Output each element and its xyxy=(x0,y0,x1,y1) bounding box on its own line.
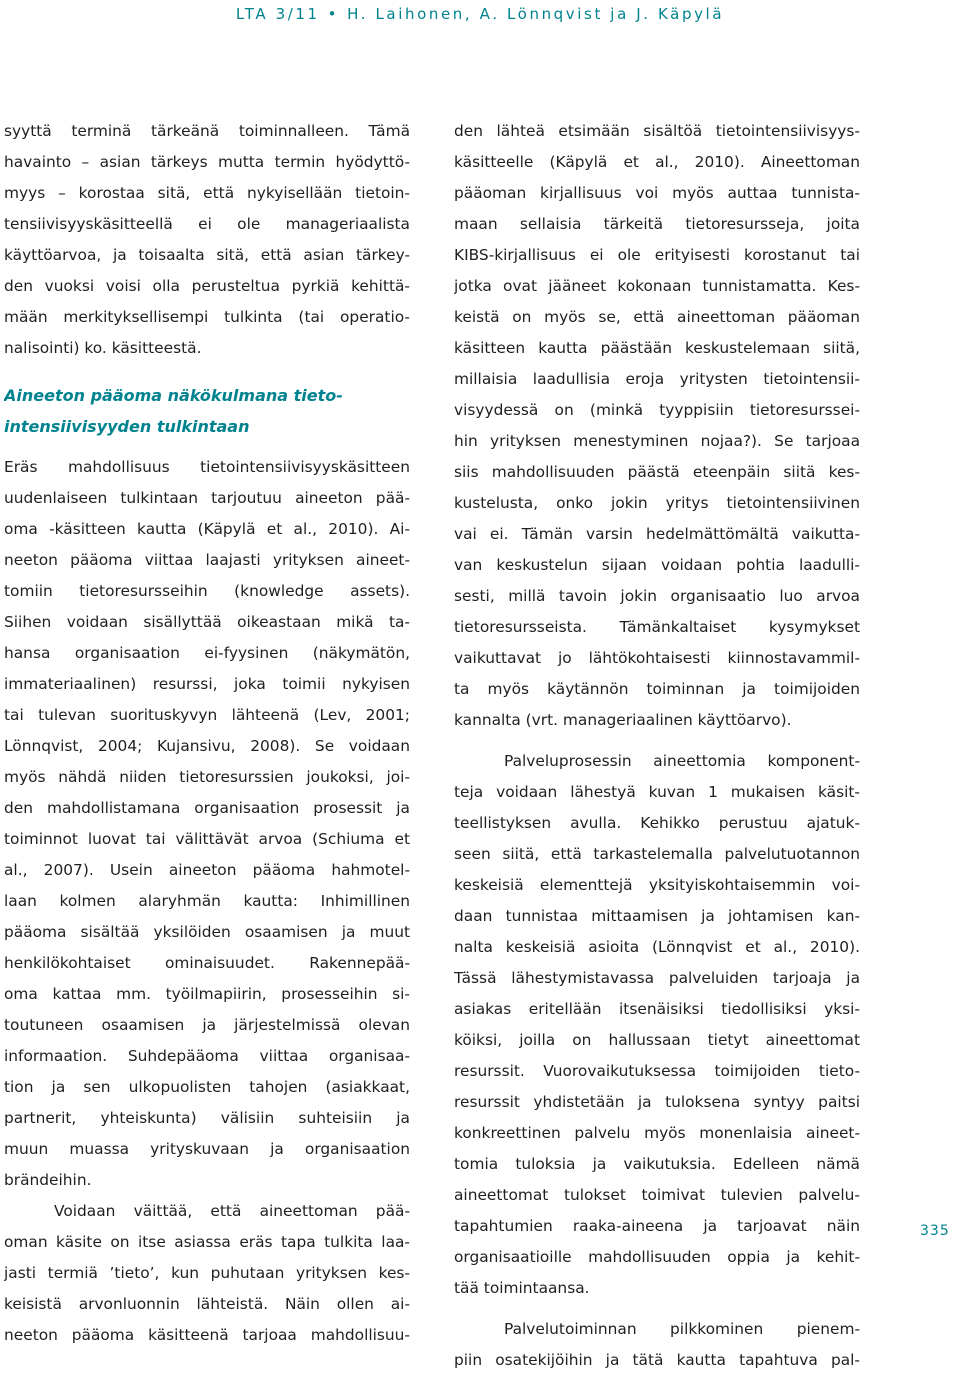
text-line: brändeihin. xyxy=(4,1171,92,1189)
text-line: vai ei. Tämän varsin hedelmättömältä vaikutta- xyxy=(454,525,860,543)
text-line: pääoma sisältää yksilöiden osaamisen ja muut xyxy=(4,923,410,941)
text-line: syyttä terminä tärkeänä toiminnalleen. Tämä xyxy=(4,122,410,140)
section-heading-line: intensiivisyyden tulkintaan xyxy=(4,417,250,436)
text-line: uudenlaiseen tulkintaan tarjoutuu aineeton pää- xyxy=(4,489,410,507)
text-line: neeton pääoma käsitteenä tarjoaa mahdollisuu- xyxy=(4,1326,410,1344)
text-line: muun muassa yrityskuvaan ja organisaation xyxy=(4,1140,410,1158)
text-line: asiakas eritellään itsenäisiksi tiedollisiksi yksi- xyxy=(454,1000,860,1018)
text-line: käsitteen kautta päästään keskustelemaan siitä, xyxy=(454,339,860,357)
paragraph-gap xyxy=(454,736,860,746)
text-line: siis mahdollisuuden päästä eteenpäin siitä kes- xyxy=(454,463,860,481)
text-line: tomiin tietoresursseihin (knowledge assets). xyxy=(4,582,410,600)
section-gap xyxy=(4,442,410,452)
text-line: daan tunnistaa mittaamisen ja johtamisen kan- xyxy=(454,907,860,925)
text-line: immateriaalinen) resurssi, joka toimii nykyisen xyxy=(4,675,410,693)
text-line: visyydessä on (minkä tyyppisiin tietoresurssei- xyxy=(454,401,860,419)
text-line: millaisia laadullisia eroja yritysten tietointensii- xyxy=(454,370,860,388)
text-line: neeton pääoma viittaa laajasti yrityksen aineet- xyxy=(4,551,410,569)
text-line: oma kattaa mm. työilmapiirin, prosesseihin si- xyxy=(4,985,410,1003)
section-heading-line: Aineeton pääoma näkökulmana tieto- xyxy=(4,386,343,405)
text-line: toutuneen osaamisen ja järjestelmissä olevan xyxy=(4,1016,410,1034)
text-line: toiminnot luovat tai välittävät arvoa (Schiuma et xyxy=(4,830,410,848)
right-column xyxy=(454,116,860,1376)
text-line: tapahtumien raaka-aineena ja tarjoavat näin xyxy=(454,1217,860,1235)
text-line: Voidaan väittää, että aineettoman pää- xyxy=(54,1202,410,1220)
text-line: Palveluprosessin aineettomia komponent- xyxy=(504,752,860,770)
text-line: käsitteelle (Käpylä et al., 2010). Aineettoman xyxy=(454,153,860,171)
text-line: hin yrityksen menestyminen nojaa?). Se tarjoaa xyxy=(454,432,860,450)
text-line: van keskustelun sijaan voidaan pohtia laadulli- xyxy=(454,556,860,574)
text-line: seen siitä, että tarkastelemalla palvelutuotannon xyxy=(454,845,860,863)
text-line: Palvelutoiminnan pilkkominen pienem- xyxy=(504,1320,860,1338)
text-line: kustelusta, onko jokin yritys tietointensiivinen xyxy=(454,494,860,512)
text-line: konkreettinen palvelu myös monenlaisia aineet- xyxy=(454,1124,860,1142)
text-line: Tässä lähestymistavassa palveluiden tarjoaja ja xyxy=(454,969,860,987)
text-line: myys – korostaa sitä, että nykyisellään tietoin- xyxy=(4,184,410,202)
text-line: havainto – asian tärkeys mutta termin hyödyttö- xyxy=(4,153,410,171)
text-line: teellistyksen avulla. Kehikko perustuu ajatuk- xyxy=(454,814,860,832)
text-line: henkilökohtaiset ominaisuudet. Rakennepää- xyxy=(4,954,410,972)
text-line: köiksi, joilla on hallussaan tietyt aineettomat xyxy=(454,1031,860,1049)
text-line: partnerit, yhteiskunta) välisiin suhteisiin ja xyxy=(4,1109,410,1127)
text-line: aineettomat tulokset toimivat tulevien palvelu- xyxy=(454,1186,860,1204)
text-line: jotka ovat jääneet kokonaan tunnistamatta. Kes- xyxy=(454,277,860,295)
text-line: den mahdollistamana organisaation prosessit ja xyxy=(4,799,410,817)
text-line: kannalta (vrt. manageriaalinen käyttöarvo). xyxy=(454,711,792,729)
section-gap xyxy=(4,364,410,380)
text-line: nalta keskeisiä asioita (Lönnqvist et al., 2010). xyxy=(454,938,860,956)
text-line: organisaatioille mahdollisuuden oppia ja kehit- xyxy=(454,1248,860,1266)
text-line: vaikuttavat jo lähtökohtaisesti kiinnostavammil- xyxy=(454,649,860,667)
text-line: hansa organisaation ei-fyysinen (näkymätön, xyxy=(4,644,410,662)
text-line: sesti, millä tavoin jokin organisaatio luo arvoa xyxy=(454,587,860,605)
text-line: tää toimintaansa. xyxy=(454,1279,590,1297)
bullet-separator-icon: • xyxy=(327,5,340,23)
text-line: resurssit yhdistetään ja tuloksena syntyy paitsi xyxy=(454,1093,860,1111)
text-line: Eräs mahdollisuus tietointensiivisyyskäsitteen xyxy=(4,458,410,476)
text-line: Lönnqvist, 2004; Kujansivu, 2008). Se voidaan xyxy=(4,737,410,755)
text-line: keistä on myös se, että aineettoman pääoman xyxy=(454,308,860,326)
text-line: tomia tuloksia ja vaikutuksia. Edelleen nämä xyxy=(454,1155,860,1173)
left-column xyxy=(4,116,410,1351)
text-line: mään merkityksellisempi tulkinta (tai operatio- xyxy=(4,308,410,326)
text-line: pääoman kirjallisuus voi myös auttaa tunnista- xyxy=(454,184,860,202)
text-line: tensiivisyyskäsitteellä ei ole manageriaalista xyxy=(4,215,410,233)
text-line: tai tulevan suorituskyvyn lähteenä (Lev, 2001; xyxy=(4,706,410,724)
text-line: informaation. Suhdepääoma viittaa organisaa- xyxy=(4,1047,410,1065)
text-line: den lähteä etsimään sisältöä tietointensiivisyys- xyxy=(454,122,860,140)
text-line: Siihen voidaan sisällyttää oikeastaan mikä ta- xyxy=(4,613,410,631)
text-line: oman käsite on itse asiassa eräs tapa tulkita laa- xyxy=(4,1233,410,1251)
text-line: myös nähdä niiden tietoresurssien joukoksi, joi- xyxy=(4,768,410,786)
text-line: den vuoksi voisi olla perusteltua pyrkiä kehittä- xyxy=(4,277,410,295)
author-names: H. Laihonen, A. Lönnqvist ja J. Käpylä xyxy=(347,5,725,23)
text-line: resurssit. Vuorovaikutuksessa toimijoiden tieto- xyxy=(454,1062,860,1080)
running-header xyxy=(0,4,960,24)
text-line: maan sellaisia tärkeitä tietoresursseja, joita xyxy=(454,215,860,233)
text-line: keskeisiä elementtejä yksityiskohtaisemmin voi- xyxy=(454,876,860,894)
text-line: piin osatekijöihin ja tätä kautta tapahtuva pal- xyxy=(454,1351,860,1369)
text-line: keisistä arvonluonnin lähteistä. Näin ollen ai- xyxy=(4,1295,410,1313)
text-line: al., 2007). Usein aineeton pääoma hahmotel- xyxy=(4,861,410,879)
text-line: teja voidaan lähestyä kuvan 1 mukaisen käsit- xyxy=(454,783,860,801)
text-line: oma -käsitteen kautta (Käpylä et al., 2010). Ai- xyxy=(4,520,410,538)
text-line: nalisointi) ko. käsitteestä. xyxy=(4,339,202,357)
text-line: käyttöarvoa, ja toisaalta sitä, että asian tärkey- xyxy=(4,246,410,264)
text-line: laan kolmen alaryhmän kautta: Inhimillinen xyxy=(4,892,410,910)
text-line: tietoresursseista. Tämänkaltaiset kysymykset xyxy=(454,618,860,636)
text-line: tion ja sen ulkopuolisten tahojen (asiakkaat, xyxy=(4,1078,410,1096)
journal-issue: LTA 3/11 xyxy=(235,5,320,23)
text-line: ta myös käytännön toiminnan ja toimijoiden xyxy=(454,680,860,698)
text-line: jasti termiä ’tieto’, kun puhutaan yrityksen kes- xyxy=(4,1264,410,1282)
page-number: 335 xyxy=(920,1223,950,1239)
text-line: KIBS-kirjallisuus ei ole erityisesti korostanut tai xyxy=(454,246,860,264)
paragraph-gap xyxy=(454,1304,860,1314)
